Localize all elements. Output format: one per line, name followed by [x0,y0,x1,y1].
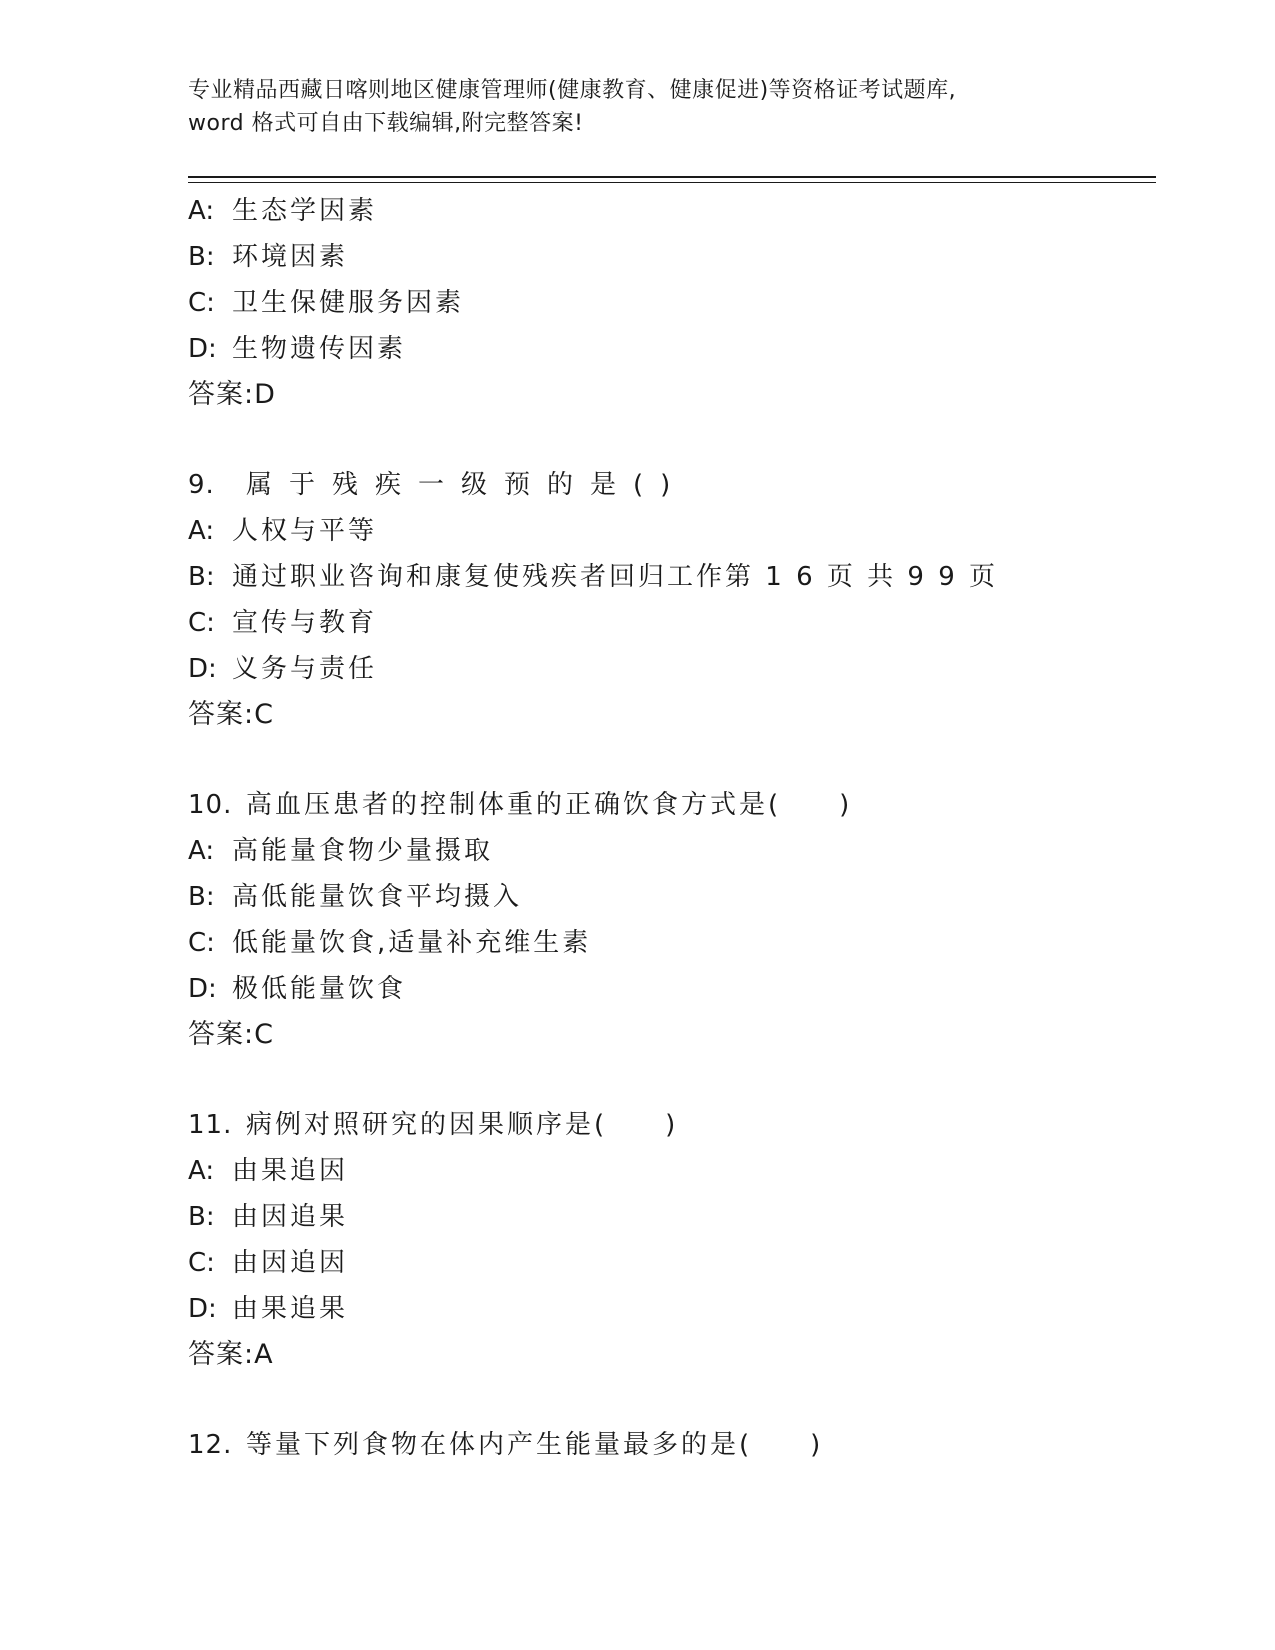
option-text: 由果追因 [232,1156,349,1186]
option-text: 低能量饮食,适量补充维生素 [232,928,592,958]
option-d [188,966,1156,1012]
question-stem-line [188,1422,1156,1468]
answer-line: 答案:C [188,699,274,730]
question-list [188,188,1156,1468]
option-a [188,1148,1156,1194]
option-text: 由因追因 [232,1248,349,1278]
option-letter: A: [188,516,215,546]
question-12 [188,1422,1156,1468]
question-10 [188,782,1156,1058]
option-b [188,554,1156,600]
option-text: 生物遗传因素 [232,334,407,364]
option-d [188,1286,1156,1332]
option-letter: B: [188,1202,215,1232]
spacer [188,418,1156,462]
option-b [188,874,1156,920]
question-stem: 等量下列食物在体内产生能量最多的是( ) [246,1430,824,1460]
option-letter: A: [188,836,215,866]
option-text: 高低能量饮食平均摄入 [232,882,523,912]
option-b [188,1194,1156,1240]
question-9 [188,462,1156,738]
answer-line: 答案:A [188,1339,274,1370]
option-letter: D: [188,654,217,684]
header-divider-thick [188,176,1156,178]
option-text: 生态学因素 [232,196,378,226]
option-c [188,920,1156,966]
option-a [188,508,1156,554]
option-d [188,326,1156,372]
question-stem: 病例对照研究的因果顺序是( ) [246,1110,679,1140]
option-letter: C: [188,288,215,318]
option-c [188,280,1156,326]
question-11 [188,1102,1156,1378]
option-text: 卫生保健服务因素 [232,288,465,318]
option-letter: B: [188,882,215,912]
option-letter: B: [188,562,215,592]
option-text: 由因追果 [232,1202,349,1232]
header-divider-thin [188,182,1156,183]
option-text: 极低能量饮食 [232,974,407,1004]
option-c [188,600,1156,646]
question-stem-line [188,1102,1156,1148]
question-stem: 属于残疾一级预的是() [246,470,688,500]
option-letter: C: [188,928,215,958]
option-text: 由果追果 [232,1294,349,1324]
option-text: 人权与平等 [232,516,378,546]
option-letter: D: [188,1294,217,1324]
spacer [188,1058,1156,1102]
option-letter: C: [188,608,215,638]
option-letter: A: [188,196,215,226]
question-number: 9. [188,470,215,500]
option-c [188,1240,1156,1286]
option-letter: C: [188,1248,215,1278]
option-text: 宣传与教育 [232,608,378,638]
option-text: 环境因素 [232,242,349,272]
header-line-2: word 格式可自由下载编辑,附完整答案! [188,111,584,136]
option-d [188,646,1156,692]
question-8 [188,188,1156,418]
spacer [188,738,1156,782]
question-stem-line [188,462,1156,508]
question-number: 11. [188,1110,233,1140]
question-stem-line [188,782,1156,828]
option-text: 高能量食物少量摄取 [232,836,494,866]
spacer [188,1378,1156,1422]
question-stem: 高血压患者的控制体重的正确饮食方式是( ) [246,790,853,820]
option-b [188,234,1156,280]
answer-line: 答案:D [188,379,276,410]
document-header [188,74,1088,140]
option-letter: D: [188,334,217,364]
question-number: 12. [188,1430,233,1460]
option-a [188,828,1156,874]
option-letter: A: [188,1156,215,1186]
answer-line: 答案:C [188,1019,274,1050]
question-number: 10. [188,790,233,820]
header-line-1: 专业精品西藏日喀则地区健康管理师(健康教育、健康促进)等资格证考试题库, [188,78,957,103]
option-text: 义务与责任 [232,654,378,684]
option-letter: B: [188,242,215,272]
option-letter: D: [188,974,217,1004]
option-text: 通过职业咨询和康复使残疾者回归工作第 1 6 页 共 9 9 页 [232,562,999,592]
option-a [188,188,1156,234]
